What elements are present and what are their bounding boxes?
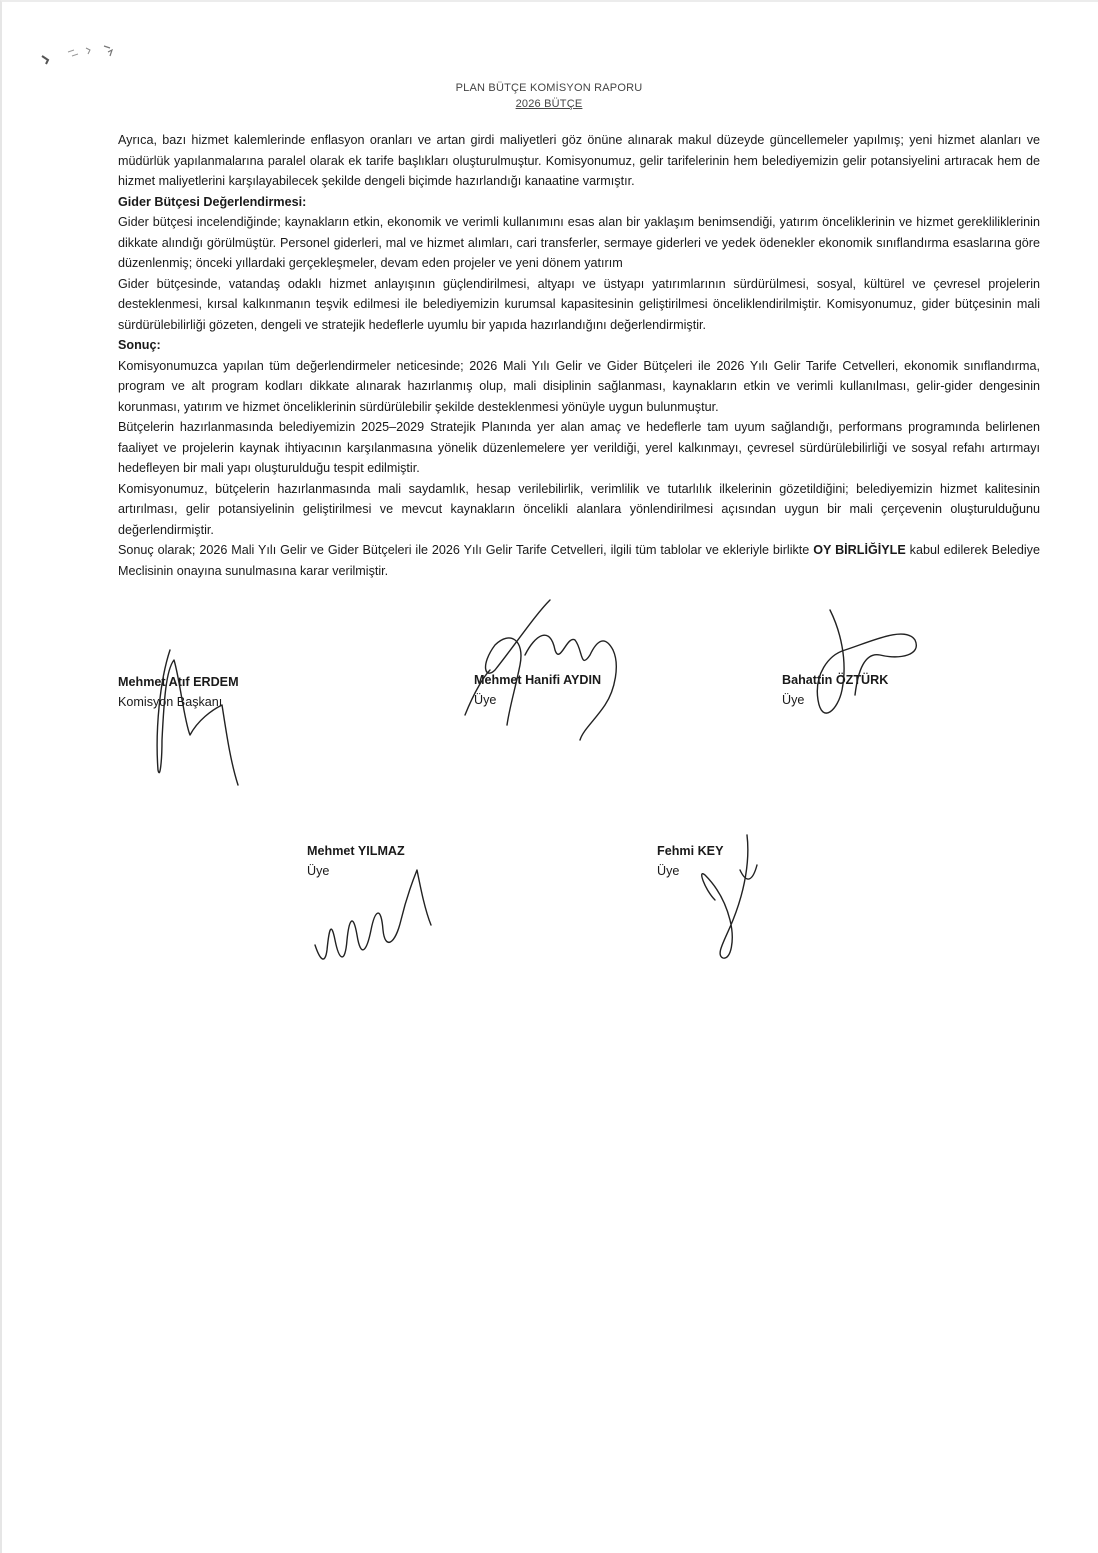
report-header: [0, 80, 1098, 112]
signatory-name: Fehmi KEY: [657, 844, 724, 858]
report-body: [118, 130, 1040, 581]
signatory-name: Bahattin ÖZTÜRK: [782, 673, 889, 687]
final-text-start: Sonuç olarak; 2026 Mali Yılı Gelir ve Gider Bütçeleri ile 2026 Yılı Gelir Tarife Cetvelleri, ilgili tüm tablolar ve ekleriyle birlikte: [118, 543, 810, 557]
signatory-role: Üye: [657, 864, 680, 878]
paragraph-sonuc-2: Bütçelerin hazırlanmasında belediyemizin 2025–2029 Stratejik Planında yer alan amaç ve hedeflerle tam uyum sağlandığı, performans programında belirlenen faaliyet ve projelerin kaynak ihtiyacının karşılanmasına yönelik düzenlemelere yer verildiği, yerel kalkınmayı, çevresel sürdürülebilirliği ve sosyal refahı artırmayı hedefleyen bir mali yapı oluşturulduğu tespit edilmiştir.: [118, 420, 1040, 475]
heading-gider-butcesi: Gider Bütçesi Değerlendirmesi:: [118, 194, 307, 209]
paragraph-final: [118, 540, 1040, 581]
final-text-end: kabul edilerek Belediye Meclisinin onayına sunulmasına karar verilmiştir.: [118, 543, 1040, 578]
report-title: PLAN BÜTÇE KOMİSYON RAPORU: [455, 82, 643, 94]
paragraph-sonuc-3: Komisyonumuz, bütçelerin hazırlanmasında mali saydamlık, hesap verilebilirlik, verimlilik ve tutarlılık ilkelerinin gözetildiğini; belediyemizin hizmet kalitesinin artırılması, gelir potansiyelinin geliştirilmesi ve mevcut kaynakların öncelikli alanlara yönlendirilmesi açısından uygun bir mali çerçevenin oluşturulduğunu değerlendirmiştir.: [118, 481, 1040, 537]
paragraph-sonuc-1: Komisyonumuzca yapılan tüm değerlendirmeler neticesinde; 2026 Mali Yılı Gelir ve Gider Bütçeleri ile 2026 Yılı Gelir Tarife Cetvelleri, ekonomik sınıflandırma, program ve alt program kodları dikkate alınarak hazırlanmış olup, mali disiplinin sağlanması, kaynakların etkin ve verimli kullanılması, gelir-gider dengesinin korunması, yatırım ve hizmet önceliklerinin sürdürülebilir şekilde desteklenmesi yönüyle uygun bulunmuştur.: [118, 358, 1040, 414]
report-subtitle: 2026 BÜTÇE: [515, 98, 583, 110]
signatory-block-5: [657, 841, 723, 881]
signatory-role: Üye: [782, 693, 805, 707]
signatory-block-4: [307, 841, 405, 881]
signatory-name: Mehmet YILMAZ: [307, 844, 405, 858]
signatory-block-1: [118, 672, 239, 712]
signatory-role: Üye: [474, 693, 497, 707]
scan-artifact-mark: [38, 38, 138, 78]
signatory-role: Komisyon Başkanı: [118, 695, 223, 709]
signatory-role: Üye: [307, 864, 330, 878]
heading-sonuc: Sonuç:: [118, 338, 161, 352]
signatory-name: Mehmet Hanifi AYDIN: [474, 673, 602, 687]
signatory-block-2: [474, 670, 601, 710]
signatory-block-3: [782, 670, 888, 710]
paragraph-gider-1: Gider bütçesi incelendiğinde; kaynakların etkin, ekonomik ve verimli kullanımını esas alan bir yaklaşım benimsendiği, yatırım önceliklerinin ve hizmet gerekliliklerinin dikkate alındığı görülmüştür. Personel giderleri, mal ve hizmet alımları, cari transferler, sermaye giderleri ve yedek ödenekler ekonomik sınıflandırma esaslarına göre düzenlenmiş; önceki yıllardaki gerçekleşmeler, devam eden projeler ve yeni dönem yatırım: [118, 215, 1040, 270]
paragraph-gider-2: Gider bütçesinde, vatandaş odaklı hizmet anlayışının güçlendirilmesi, altyapı ve üstyapı yatırımlarının sürdürülmesi, sosyal, kültürel ve çevresel projelerin desteklenmesi, kırsal kalkınmanın teşvik edilmesi ile belediyemizin kurumsal kapasitesinin geliştirilmesi önceliklendirilmiştir. Komisyonumuz, gider bütçesinin mali sürdürülebilirliği gözeten, dengeli ve stratejik hedeflerle uyumlu bir yapıda hazırlandığını değerlendirmiştir.: [118, 276, 1040, 332]
decision-oy-birligiyle: OY BİRLİĞİYLE: [813, 543, 906, 557]
paragraph-intro: Ayrıca, bazı hizmet kalemlerinde enflasyon oranları ve artan girdi maliyetleri göz önüne alınarak makul düzeyde güncellemeler yapılmış; yeni hizmet alanları ve müdürlük yapılanmalarına paralel olarak ek tarife başlıkları oluşturulmuştur. Komisyonumuz, gelir tarifelerinin hem belediyemizin gelir potansiyelini artıracak hem de hizmet maliyetlerini karşılayabilecek şekilde dengeli biçimde hazırlandığı kanaatine varmıştır.: [118, 133, 1040, 188]
signatory-name: Mehmet Atıf ERDEM: [118, 675, 239, 689]
